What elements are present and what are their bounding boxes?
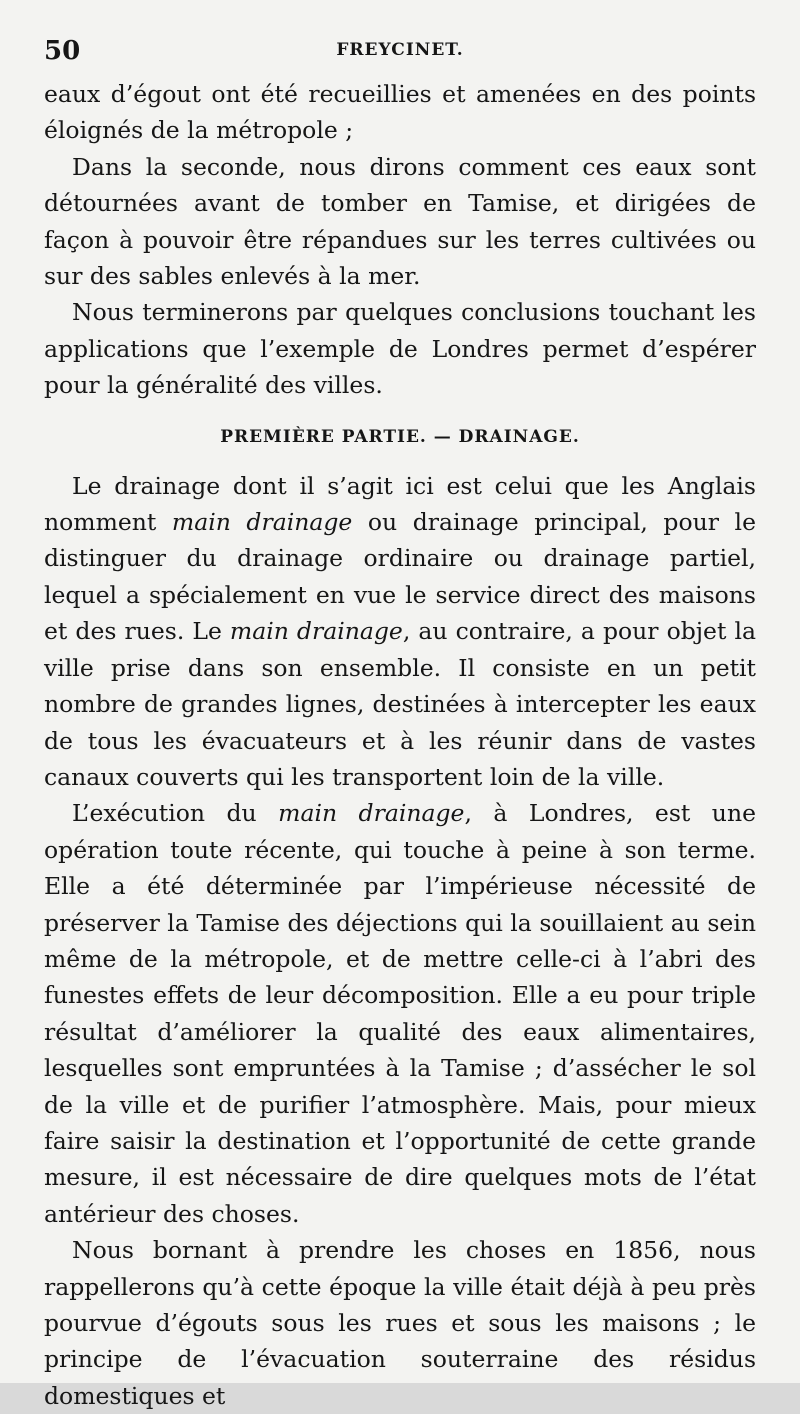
- paragraph-5: [44, 795, 756, 1232]
- term-main-drainage: main drainage: [229, 617, 403, 646]
- running-head: FREYCINET.: [336, 40, 464, 60]
- paragraph-1: eaux d’égout ont été recueillies et amenées en des points éloignés de la métropole ;: [44, 80, 756, 145]
- paragraph-5-part-a: L’exécution du: [72, 799, 279, 828]
- page-header: [44, 34, 756, 74]
- term-main-drainage: main drainage: [171, 508, 353, 537]
- term-main-drainage: main drainage: [278, 799, 465, 828]
- body-text: [44, 76, 756, 1414]
- page-number: 50: [44, 36, 81, 66]
- paragraph-5-part-b: , à Londres, est une opération toute récente, qui touche à peine à son terme. Elle a été déterminée par l’impérieuse nécessité de préserver la Tamise des déjections qui la souillaient au sein même de la métropole, et de mettre celle-ci à l’abri des funestes effets de leur décomposition. Elle a eu pour triple résultat d’améliorer la qualité des eaux alimentaires, lesquelles sont empruntées à la Tamise ; d’assécher le sol de la ville et de purifier l’atmosphère. Mais, pour mieux faire saisir la destination et l’opportunité de cette grande mesure, il est nécessaire de dire quelques mots de l’état antérieur des choses.: [44, 799, 756, 1228]
- section-title: PREMIÈRE PARTIE. — DRAINAGE.: [220, 426, 580, 447]
- paragraph-4-part-b: ou drainage principal, pour le distinguer du drainage ordinaire ou drainage partiel, lequel a spécialement en vue le service direct des maisons et des rues. Le: [44, 508, 756, 646]
- paragraph-4-part-a: Le drainage dont il s’agit ici est celui que les Anglais nomment: [44, 471, 756, 537]
- paragraph-6: Nous bornant à prendre les choses en 1856, nous rappellerons qu’à cette époque la ville était déjà à peu près pourvue d’égouts sous les rues et sous les maisons ; le principe de l’évacuation souterraine des résidus domestiques et: [44, 1236, 756, 1410]
- paragraph-3: Nous terminerons par quelques conclusions touchant les applications que l’exemple de Londres permet d’espérer pour la généralité des villes.: [44, 298, 756, 400]
- paragraph-4: [44, 468, 756, 796]
- paragraph-2: Dans la seconde, nous dirons comment ces eaux sont détournées avant de tomber en Tamise, et dirigées de façon à pouvoir être répandues sur les terres cultivées ou sur des sables enlevés à la mer.: [44, 152, 756, 291]
- paragraph-4-part-c: , au contraire, a pour objet la ville prise dans son ensemble. Il consiste en un petit nombre de grandes lignes, destinées à intercepter les eaux de tous les évacuateurs et à les réunir dans de vastes canaux couverts qui les transportent loin de la ville.: [44, 617, 756, 791]
